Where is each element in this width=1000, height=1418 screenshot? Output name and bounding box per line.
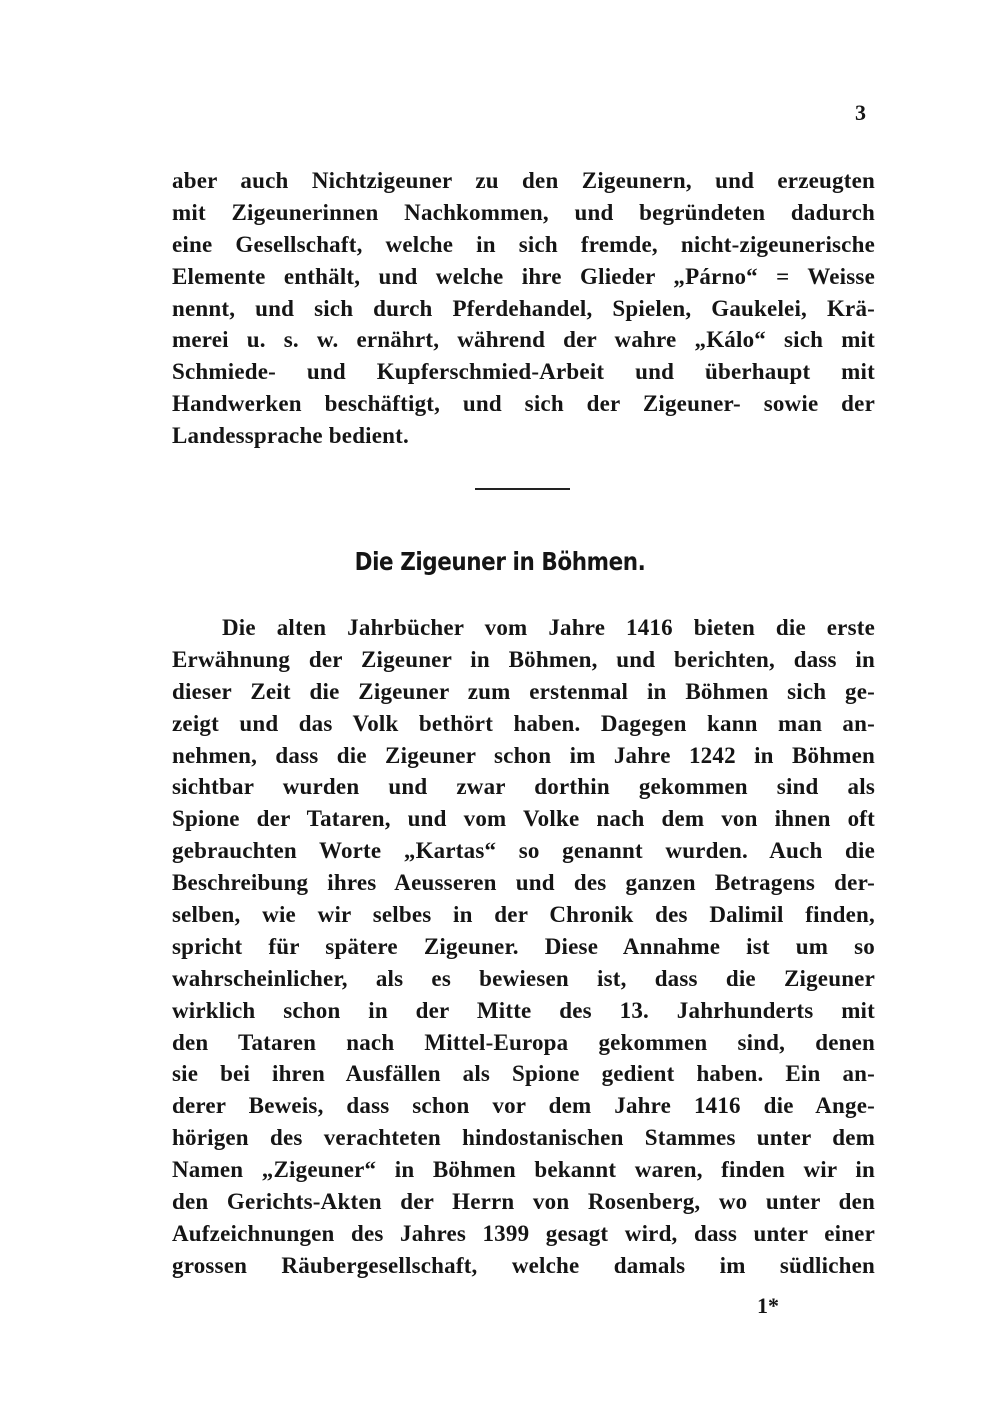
text-line: Handwerken beschäftigt, und sich der Zigeuner- sowie der <box>172 391 875 417</box>
text-line: spricht für spätere Zigeuner. Diese Annahme ist um so <box>172 933 875 959</box>
text-line: Die alten Jahrbücher vom Jahre 1416 bieten die erste <box>222 615 875 640</box>
text-line: mit Zigeunerinnen Nachkommen, und begründeten dadurch <box>172 199 875 225</box>
text-line: hörigen des verachteten hindostanischen Stammes unter dem <box>172 1125 875 1151</box>
text-line: grossen Räubergesellschaft, welche damals im südlichen <box>172 1252 875 1278</box>
text-line: Schmiede- und Kupferschmied-Arbeit und überhaupt mit <box>172 359 875 385</box>
text-line: den Tataren nach Mittel-Europa gekommen sind, denen <box>172 1029 875 1055</box>
text-line: Elemente enthält, und welche ihre Glieder „Párno“ = Weisse <box>172 263 875 289</box>
text-line: nennt, und sich durch Pferdehandel, Spielen, Gaukelei, Krä- <box>172 295 875 321</box>
text-line: Erwähnung der Zigeuner in Böhmen, und berichten, dass in <box>172 646 875 672</box>
text-line: Landessprache bedient. <box>172 423 409 449</box>
text-line: sichtbar wurden und zwar dorthin gekommen sind als <box>172 774 875 800</box>
text-line: Spione der Tataren, und vom Volke nach dem von ihnen oft <box>172 806 875 832</box>
text-line: merei u. s. w. ernährt, während der wahre „Kálo“ sich mit <box>172 327 875 353</box>
text-line: wahrscheinlicher, als es bewiesen ist, dass die Zigeuner <box>172 965 875 991</box>
text-line: eine Gesellschaft, welche in sich fremde, nicht-zigeunerische <box>172 231 875 257</box>
signature-mark: 1* <box>757 1293 779 1318</box>
text-line: nehmen, dass die Zigeuner schon im Jahre 1242 in Böhmen <box>172 742 875 768</box>
text-line: aber auch Nichtzigeuner zu den Zigeunern, und erzeugten <box>172 168 875 193</box>
paragraph-main <box>172 612 875 1282</box>
text-line: Beschreibung ihres Aeusseren und des ganzen Betragens der- <box>172 870 875 896</box>
text-line: selben, wie wir selbes in der Chronik des Dalimil finden, <box>172 902 875 928</box>
text-line: wirklich schon in der Mitte des 13. Jahrhunderts mit <box>172 997 875 1023</box>
text-line: Namen „Zigeuner“ in Böhmen bekannt waren, finden wir in <box>172 1157 875 1183</box>
section-heading: Die Zigeuner in Böhmen. <box>354 547 646 576</box>
section-divider <box>475 488 570 490</box>
paragraph-intro <box>172 165 875 452</box>
text-line: Aufzeichnungen des Jahres 1399 gesagt wird, dass unter einer <box>172 1220 875 1246</box>
text-line: zeigt und das Volk bethört haben. Dagegen kann man an- <box>172 710 875 736</box>
text-line: dieser Zeit die Zigeuner zum erstenmal in Böhmen sich ge- <box>172 678 875 704</box>
text-line: den Gerichts-Akten der Herrn von Rosenberg, wo unter den <box>172 1189 875 1215</box>
page-number: 3 <box>855 100 866 125</box>
text-line: derer Beweis, dass schon vor dem Jahre 1416 die Ange- <box>172 1093 875 1119</box>
text-line: sie bei ihren Ausfällen als Spione gedient haben. Ein an- <box>172 1061 875 1087</box>
text-line: gebrauchten Worte „Kartas“ so genannt wurden. Auch die <box>172 838 875 864</box>
